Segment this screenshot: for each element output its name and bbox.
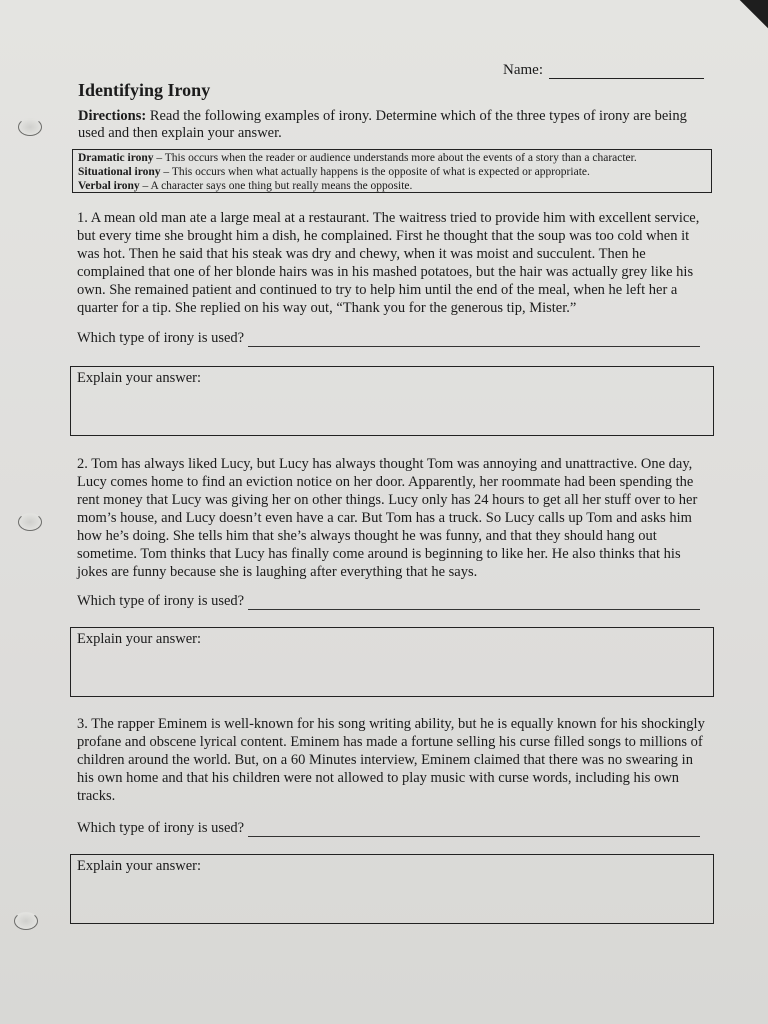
question-3-explain-box[interactable] — [70, 854, 714, 924]
question-2-explain-label: Explain your answer: — [77, 631, 202, 647]
definition-verbal: Verbal irony – A character says one thing but really means the opposite. — [78, 180, 413, 192]
question-3-explain-label: Explain your answer: — [77, 858, 202, 874]
hole-punch-mark — [18, 118, 42, 136]
definition-dramatic: Dramatic irony – This occurs when the reader or audience understands more about the events of a story than a character. — [78, 152, 637, 164]
question-2-prompt: Which type of irony is used? — [77, 593, 700, 610]
definitions-box — [72, 149, 712, 193]
question-1-story: 1. A mean old man ate a large meal at a restaurant. The waitress tried to provide him with excellent service, but every time she brought him a dish, he complained. First he thought that the soup was too cold when it was hot. Then he said that his steak was dry and chewy, when it was moist and succulent. Then he complained that one of her blonde hairs was in his mashed potatoes, but the hair was actually grey like his own. She remained patient and continued to try to help him until the end of the meal, when he left her a quarter for a tip. She replied on his way out, “Thank you for the generous tip, Mister.” — [77, 210, 700, 316]
worksheet-title: Identifying Irony — [78, 80, 211, 100]
question-1-answer-line[interactable] — [248, 334, 700, 347]
question-1-explain-box[interactable] — [70, 366, 714, 436]
hole-punch-mark — [18, 513, 42, 531]
definition-situational: Situational irony – This occurs when what actually happens is the opposite of what is expected or appropriate. — [78, 166, 590, 178]
question-3-prompt: Which type of irony is used? — [77, 820, 700, 837]
directions-text: Read the following examples of irony. Determine which of the three types of irony are being used and then explain your answer. — [78, 108, 687, 141]
question-2-answer-line[interactable] — [248, 597, 700, 610]
question-1-explain-label: Explain your answer: — [77, 370, 202, 386]
name-label: Name: — [503, 62, 543, 78]
hole-punch-mark — [14, 912, 38, 930]
question-2-story: 2. Tom has always liked Lucy, but Lucy has always thought Tom was annoying and unattractive. One day, Lucy comes home to find an eviction notice on her door. Apparently, her roommate had been spending the rent money that Lucy was giving her on other things. Lucy only has 24 hours to get all her stuff over to her mom’s house, and Lucy doesn’t even have a car. But Tom has a truck. So Lucy calls up Tom and asks him how he’s doing. She tells him that she’s always thought he was funny, and that they should hang out sometime. Tom thinks that Lucy has finally come around is beginning to like her. He also thinks that his jokes are funny because she is laughing after everything that he says. — [77, 456, 698, 580]
page-corner — [740, 0, 768, 28]
name-field — [503, 62, 704, 79]
directions-label: Directions: — [78, 108, 147, 124]
question-2-explain-box[interactable] — [70, 627, 714, 697]
directions — [78, 108, 708, 142]
question-3-story: 3. The rapper Eminem is well-known for his song writing ability, but he is equally known for his shockingly profane and obscene lyrical content. Eminem has made a fortune selling his curse filled songs to millions of children around the world. But, on a 60 Minutes interview, Eminem claimed that there was no swearing in his own home and that his children were not allowed to play music with curse words, including his own tracks. — [77, 716, 705, 804]
name-blank-line[interactable] — [549, 64, 704, 79]
question-1-prompt: Which type of irony is used? — [77, 330, 700, 347]
question-3-answer-line[interactable] — [248, 824, 700, 837]
